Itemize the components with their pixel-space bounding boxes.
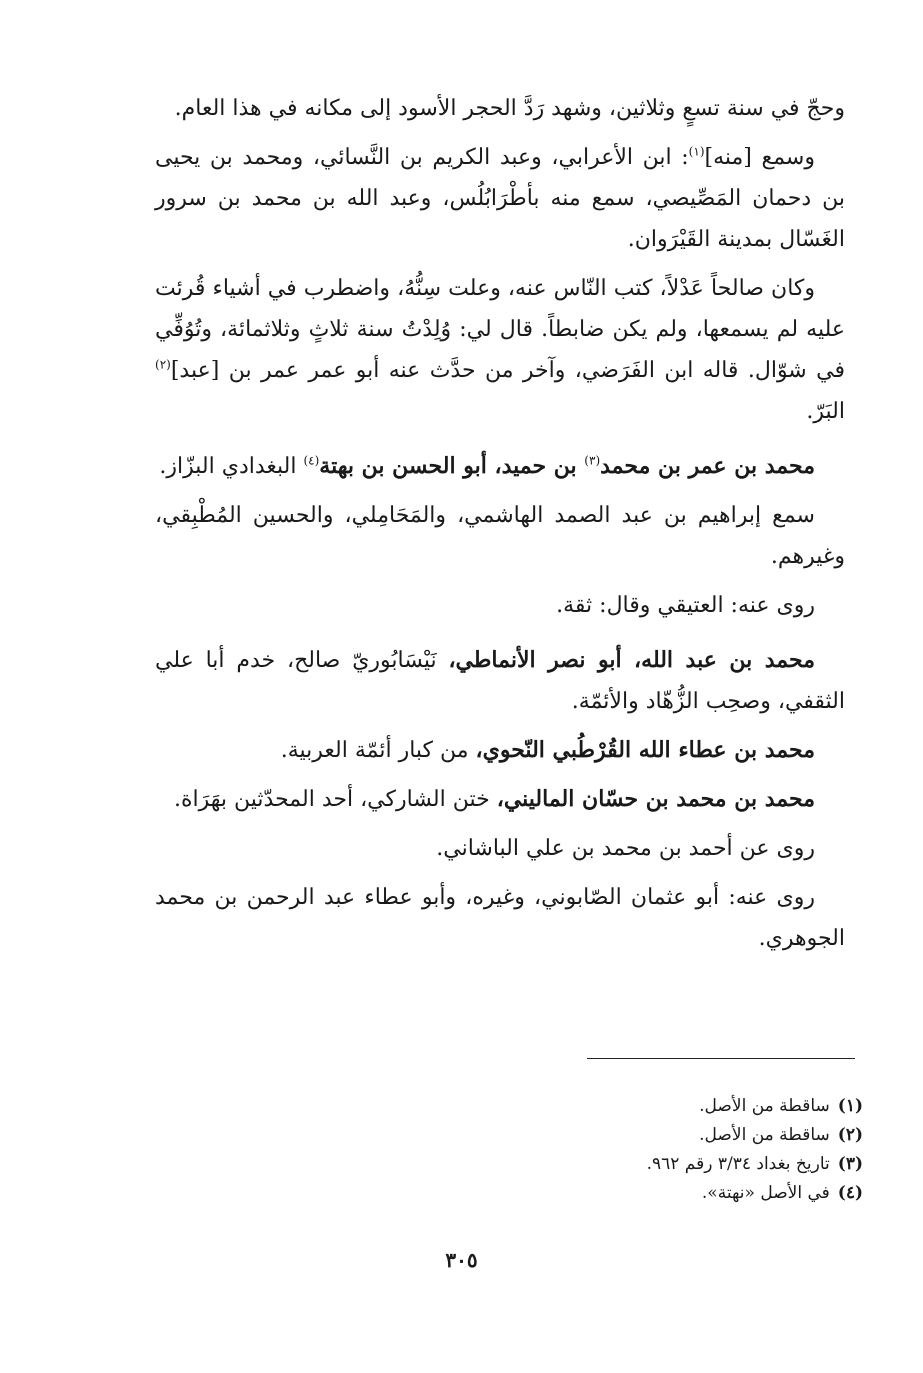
footnote-3 bbox=[163, 1150, 863, 1179]
entry-name: محمد بن عمر بن محمد bbox=[600, 453, 815, 479]
entry-desc: من كبار أئمّة العربية. bbox=[280, 738, 476, 763]
entry-paragraph: روى عنه: أبو عثمان الصّابوني، وغيره، وأبو عطاء عبد الرحمن بن محمد الجوهري. bbox=[155, 885, 845, 951]
footnote-number: (٢) bbox=[837, 1125, 863, 1145]
entry-heading bbox=[155, 446, 845, 487]
paragraph-character bbox=[155, 268, 845, 432]
footnote-1 bbox=[163, 1092, 863, 1121]
footnote-text: ساقطة من الأصل. bbox=[699, 1125, 830, 1145]
page-number: ٣٠٥ bbox=[445, 1248, 478, 1272]
entry-heading bbox=[155, 779, 845, 820]
footnote-number: (١) bbox=[837, 1096, 863, 1116]
footnote-ref-2[interactable]: (٢) bbox=[155, 357, 171, 372]
entry-name: محمد بن عبد الله، أبو نصر الأنماطي، bbox=[448, 647, 815, 673]
footnote-ref-4[interactable]: (٤) bbox=[303, 453, 320, 468]
footnote-text: في الأصل «نهتة». bbox=[701, 1183, 830, 1203]
entry-paragraph: سمع إبراهيم بن عبد الصمد الهاشمي، والمَحَامِلي، والحسين المُطْبِقي، وغيرهم. bbox=[155, 503, 845, 569]
paragraph-hajj: وحجّ في سنة تسعٍ وثلاثين، وشهد رَدَّ الحجر الأسود إلى مكانه في هذا العام. bbox=[174, 96, 845, 121]
entry-name: محمد بن محمد بن حسّان الماليني، bbox=[496, 786, 815, 812]
footnote-text: ساقطة من الأصل. bbox=[699, 1096, 830, 1116]
entry-heading bbox=[155, 730, 845, 771]
paragraph-heard-from bbox=[155, 137, 845, 260]
entry-paragraph: روى عن أحمد بن محمد بن علي الباشاني. bbox=[436, 836, 815, 861]
footnotes bbox=[163, 1092, 863, 1208]
biography-entry-qurtubi bbox=[155, 730, 845, 771]
page-body bbox=[155, 88, 845, 967]
footnote-number: (٤) bbox=[837, 1183, 863, 1203]
text-segment: وسمع [منه] bbox=[704, 145, 815, 170]
entry-desc: ختن الشاركي، أحد المحدّثين بهَرَاة. bbox=[174, 787, 497, 812]
entry-heading bbox=[155, 640, 845, 722]
footnote-4 bbox=[163, 1179, 863, 1208]
text-segment: وكان صالحاً عَدْلاً، كتب النّاس عنه، وعلت سِنُّهُ، واضطرب في أشياء قُرئت عليه لم يسمعها، ولم يكن ضابطاً. قال لي: وُلِدْتُ سنة ثلاثٍ وثلاثمائة، وتُوُفِّي في شوّال. قاله ابن الفَرَضي، وآخر من حدَّث عنه أبو عمر عمر بن [عبد] bbox=[155, 276, 845, 383]
footnote-ref-1[interactable]: (١) bbox=[688, 144, 705, 159]
entry-name: محمد بن عطاء الله القُرْطُبي النّحوي، bbox=[475, 737, 815, 763]
text-segment: : ابن الأعرابي، وعبد الكريم بن النَّسائي، ومحمد بن يحيى بن دحمان المَصِّيصي، سمع منه بأطْرَابُلُس، وعبد الله بن محمد بن سرور الغَسّال بمدينة القَيْرَوان. bbox=[155, 145, 845, 252]
footnote-ref-3[interactable]: (٣) bbox=[584, 453, 601, 468]
text-segment: البَرّ. bbox=[806, 399, 845, 424]
footnote-divider bbox=[587, 1058, 855, 1059]
footnote-2 bbox=[163, 1121, 863, 1150]
entry-name-cont: بن حميد، أبو الحسن بن بهتة bbox=[319, 453, 585, 479]
biography-entry-malini bbox=[155, 779, 845, 959]
entry-desc: البغدادي البزّاز. bbox=[159, 454, 304, 479]
entry-paragraph: روى عنه: العتيقي وقال: ثقة. bbox=[556, 593, 815, 618]
footnote-text: تاريخ بغداد ٣/٣٤ رقم ٩٦٢. bbox=[646, 1154, 830, 1174]
biography-entry-ibn-bahta bbox=[155, 446, 845, 626]
entry-desc: نَيْسَابُوريّ صالح، خدم أبا علي الثقفي، وصحِب الزُّهّاد والأئمّة. bbox=[155, 648, 845, 714]
footnote-number: (٣) bbox=[837, 1154, 863, 1174]
biography-entry-anmati bbox=[155, 640, 845, 722]
